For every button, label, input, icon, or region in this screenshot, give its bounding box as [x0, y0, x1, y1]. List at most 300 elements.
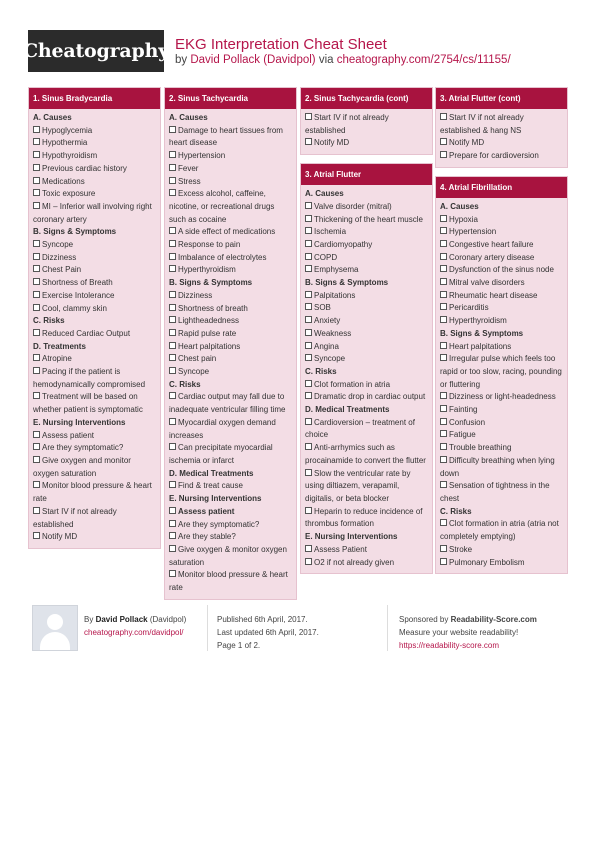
checklist-item	[305, 315, 428, 328]
checklist-item-text: Treatment will be based on whether patient is symptomatic	[33, 392, 143, 415]
checklist-item	[33, 277, 156, 290]
checklist-item-text: Slow the ventricular rate by using diltiazem, verapamil, digitalis, or beta blocker	[305, 468, 411, 503]
checkbox[interactable]	[169, 532, 176, 539]
subsection-heading-text: A. Causes	[169, 113, 208, 122]
checklist-item-text: Irregular pulse which feels too rapid or too slow, racing, pounding or fluttering	[440, 354, 562, 389]
checklist-item-text: Dizziness or light-headedness	[449, 392, 556, 402]
updated-date: Last updated 6th April, 2017.	[217, 628, 319, 637]
checklist-item	[33, 506, 156, 531]
checklist-item-text: Monitor blood pressure & heart rate	[33, 481, 152, 504]
checkbox[interactable]	[169, 126, 176, 133]
checkbox[interactable]	[440, 316, 447, 323]
subsection-heading-d-medical-treatments	[169, 468, 292, 481]
checklist-item	[169, 239, 292, 252]
checklist-item	[440, 341, 563, 354]
checklist-item	[33, 264, 156, 277]
checklist-item-text: Shortness of Breath	[42, 278, 113, 288]
subsection-heading-text: E. Nursing Interventions	[305, 532, 398, 542]
checklist-item	[169, 315, 292, 328]
checkbox[interactable]	[169, 545, 176, 552]
footer-author-link[interactable]: cheatography.com/davidpol/	[84, 628, 184, 637]
checkbox[interactable]	[169, 392, 176, 399]
sponsored-by: Sponsored by	[399, 615, 449, 624]
checklist-item	[305, 112, 428, 137]
checklist-item-text: Start IV if not already established	[33, 506, 117, 529]
footer-author	[84, 613, 186, 639]
checklist-item	[169, 391, 292, 416]
subsection-heading-text: A. Causes	[440, 201, 479, 211]
checkbox[interactable]	[33, 354, 40, 361]
checkbox[interactable]	[440, 278, 447, 285]
subsection-heading-text: E. Nursing Interventions	[33, 417, 126, 427]
checkbox[interactable]	[440, 354, 447, 361]
section-body	[436, 109, 567, 167]
checklist-item	[169, 150, 292, 163]
checkbox[interactable]	[305, 138, 312, 145]
checkbox[interactable]	[33, 291, 40, 298]
checkbox[interactable]	[305, 215, 312, 222]
checkbox[interactable]	[440, 418, 447, 425]
checkbox[interactable]	[169, 304, 176, 311]
checklist-item	[440, 315, 563, 328]
checklist-item	[440, 353, 563, 391]
subsection-heading-text: Assess patient	[178, 506, 235, 516]
checkbox[interactable]	[305, 342, 312, 349]
subsection-heading-text: A. Causes	[305, 189, 344, 199]
checkbox[interactable]	[169, 177, 176, 184]
checkbox[interactable]	[33, 329, 40, 336]
checkbox[interactable]	[33, 278, 40, 285]
checkbox[interactable]	[440, 545, 447, 552]
subsection-heading-a-causes	[305, 188, 428, 201]
checkbox[interactable]	[440, 342, 447, 349]
page-title: EKG Interpretation Cheat Sheet	[175, 36, 387, 53]
checklist-item	[169, 544, 292, 569]
avatar-body-shape	[40, 632, 70, 651]
checkbox[interactable]	[169, 520, 176, 527]
checkbox[interactable]	[440, 138, 447, 145]
checklist-item	[33, 480, 156, 505]
checklist-item-text: Give oxygen and monitor oxygen saturation	[33, 455, 131, 478]
checklist-item-text: Syncope	[42, 240, 74, 250]
checklist-item-text: Palpitations	[314, 290, 356, 300]
checklist-item-text: Hypertension	[178, 151, 226, 161]
checklist-item	[305, 264, 428, 277]
subsection-heading-d-medical-treatments	[305, 404, 428, 417]
checklist-item-text: Dramatic drop in cardiac output	[314, 392, 426, 402]
checklist-item-text: Hypoxia	[449, 214, 478, 224]
checklist-item	[33, 188, 156, 201]
checklist-item	[169, 188, 292, 226]
checklist-item-text: Trouble breathing	[449, 443, 512, 453]
author-link[interactable]: David Pollack (Davidpol)	[190, 54, 316, 66]
checklist-item-text: Exercise Intolerance	[42, 290, 115, 300]
subsection-heading-text: C. Risks	[33, 316, 65, 326]
section-atrial-flutter-cont	[435, 87, 568, 168]
checklist-item	[305, 442, 428, 467]
checkbox[interactable]	[440, 291, 447, 298]
checklist-item-text: Are they symptomatic?	[42, 443, 124, 453]
subsection-heading-a-causes	[169, 112, 292, 125]
checklist-item	[33, 430, 156, 443]
subsection-heading-e-nursing-interventions	[305, 531, 428, 544]
subsection-heading-d-treatments	[33, 341, 156, 354]
checklist-item	[33, 442, 156, 455]
checkbox[interactable]	[169, 227, 176, 234]
checklist-item-text: Fainting	[449, 405, 478, 415]
checklist-item	[440, 391, 563, 404]
checklist-item	[440, 404, 563, 417]
checkbox[interactable]	[33, 431, 40, 438]
checkbox[interactable]	[305, 545, 312, 552]
footer-dates	[217, 613, 319, 652]
checkbox[interactable]	[305, 380, 312, 387]
checkbox[interactable]	[305, 265, 312, 272]
checklist-item	[440, 112, 563, 137]
checklist-item-text: Chest pain	[178, 354, 217, 364]
checkbox[interactable]	[169, 481, 176, 488]
checkbox[interactable]	[169, 316, 176, 323]
checkbox[interactable]	[305, 303, 312, 310]
checklist-item	[305, 214, 428, 227]
checklist-item	[440, 518, 563, 543]
checkbox[interactable]	[305, 113, 312, 120]
column-2	[164, 87, 297, 608]
checklist-item-text: Are they symptomatic?	[178, 519, 260, 529]
subsection-heading-text: C. Risks	[305, 366, 337, 376]
subsection-heading-text: D. Medical Treatments	[305, 405, 390, 415]
column-4	[435, 87, 568, 582]
checklist-item	[440, 150, 563, 163]
subsection-heading-a-causes	[33, 112, 156, 125]
byline-via: via	[318, 54, 334, 66]
checklist-item-text: Hypoglycemia	[42, 125, 93, 135]
checklist-item	[440, 302, 563, 315]
checklist-item-text: O2 if not already given	[314, 557, 395, 567]
checkbox[interactable]	[440, 227, 447, 234]
checklist-item-text: Cardioversion – treatment of choice	[305, 417, 415, 440]
checkbox[interactable]	[33, 532, 40, 539]
checkbox[interactable]	[440, 456, 447, 463]
subsection-heading-text: A. Causes	[33, 113, 72, 122]
checkbox[interactable]	[305, 443, 312, 450]
checklist-item-text: Fatigue	[449, 430, 476, 440]
checklist-item	[305, 391, 428, 404]
checklist-item	[440, 455, 563, 480]
checkbox[interactable]	[305, 558, 312, 565]
section-title: 2. Sinus Tachycardia (cont)	[301, 88, 432, 109]
checkbox[interactable]	[33, 392, 40, 399]
footer-author-handle: (Davidpol)	[149, 615, 187, 624]
checkbox[interactable]	[33, 507, 40, 514]
checklist-item-text: Reduced Cardiac Output	[42, 328, 131, 338]
byline-by: by	[175, 54, 188, 66]
checklist-item-text: Notify MD	[449, 138, 485, 148]
checklist-item	[440, 480, 563, 505]
section-title: 3. Atrial Flutter (cont)	[436, 88, 567, 109]
checklist-item-text: Heparin to reduce incidence of thrombus formation	[305, 506, 423, 529]
checklist-item-text: Hyperthyroidism	[449, 316, 507, 326]
checklist-item	[169, 480, 292, 493]
cheatography-logo[interactable]: Cheatography	[28, 30, 164, 72]
checkbox[interactable]	[33, 138, 40, 145]
checklist-item-text: Heart palpitations	[449, 341, 512, 351]
checklist-item-text: Myocardial oxygen demand increases	[169, 417, 276, 440]
checklist-item-text: Toxic exposure	[42, 189, 96, 199]
checklist-item	[169, 442, 292, 467]
checkbox[interactable]	[169, 418, 176, 425]
checkbox[interactable]	[169, 253, 176, 260]
checklist-item	[169, 531, 292, 544]
footer-divider	[387, 605, 388, 651]
subsection-heading-text: B. Signs & Symptoms	[440, 328, 524, 338]
subsection-heading-c-risks	[305, 366, 428, 379]
checkbox[interactable]	[169, 354, 176, 361]
checklist-item	[169, 328, 292, 341]
subsection-heading-e-nursing-interventions	[169, 493, 292, 506]
checkbox[interactable]	[305, 240, 312, 247]
checklist-item-text: Clot formation in atria	[314, 379, 391, 389]
checklist-item-text: Imbalance of electrolytes	[178, 252, 267, 262]
checkbox[interactable]	[440, 113, 447, 120]
checklist-item	[305, 252, 428, 265]
checkbox[interactable]	[440, 430, 447, 437]
checklist-item	[440, 557, 563, 570]
sponsor-name[interactable]: Readability-Score.com	[450, 615, 537, 624]
subsection-heading-b-signs-symptoms	[440, 328, 563, 341]
checkbox[interactable]	[33, 240, 40, 247]
checklist-item	[305, 468, 428, 506]
section-sinus-bradycardia	[28, 87, 161, 549]
checklist-item-text: Stroke	[449, 544, 473, 554]
checklist-item	[169, 125, 292, 150]
checkbox[interactable]	[440, 405, 447, 412]
checkbox[interactable]	[33, 253, 40, 260]
checkbox[interactable]	[33, 164, 40, 171]
checklist-item-text: Difficulty breathing when lying down	[440, 455, 555, 478]
checkbox[interactable]	[33, 177, 40, 184]
checkbox[interactable]	[169, 291, 176, 298]
checklist-item	[305, 506, 428, 531]
checkbox[interactable]	[305, 469, 312, 476]
checklist-item-text: Cardiomyopathy	[314, 239, 373, 249]
checklist-item-text: Hypothyroidism	[42, 151, 98, 161]
section-body	[436, 198, 567, 573]
checklist-item-text: Lightheadedness	[178, 316, 239, 326]
column-3	[300, 87, 433, 582]
checkbox[interactable]	[33, 443, 40, 450]
column-1	[28, 87, 161, 557]
checklist-item-text: Pacing if the patient is hemodynamically compromised	[33, 367, 146, 389]
section-body	[301, 109, 432, 154]
section-body	[29, 109, 160, 548]
checklist-item-text: Fever	[178, 163, 199, 173]
checklist-item	[33, 366, 156, 391]
subsection-heading-c-risks	[169, 379, 292, 392]
subsection-heading-text: B. Signs & Symptoms	[305, 278, 389, 288]
checklist-item-text: Start IV if not already established	[305, 113, 389, 135]
subsection-heading-a-causes	[440, 201, 563, 214]
section-sinus-tachycardia	[164, 87, 297, 600]
checkbox[interactable]	[305, 291, 312, 298]
checkbox[interactable]	[305, 253, 312, 260]
sheet-url-link[interactable]: cheatography.com/2754/cs/11155/	[336, 54, 511, 66]
checklist-item	[33, 163, 156, 176]
checkbox[interactable]	[305, 392, 312, 399]
subsection-heading-text: D. Treatments	[33, 341, 86, 351]
sponsor-link[interactable]: https://readability-score.com	[399, 641, 500, 650]
checklist-item-text: Sensation of tightness in the chest	[440, 481, 550, 503]
checklist-item-text: Assess patient	[42, 430, 95, 440]
checkbox[interactable]	[305, 354, 312, 361]
checklist-item	[305, 417, 428, 442]
checklist-item-text: Monitor blood pressure & heart rate	[169, 570, 288, 593]
checkbox[interactable]	[305, 227, 312, 234]
section-body	[165, 109, 296, 599]
checklist-item	[169, 341, 292, 354]
checklist-item-text: Congestive heart failure	[449, 239, 534, 249]
checkbox[interactable]	[169, 507, 176, 514]
checklist-item-text: Excess alcohol, caffeine, nicotine, or recreational drugs such as cocaine	[169, 189, 275, 224]
subsection-heading-b-signs-symptoms	[33, 226, 156, 239]
section-sinus-tachycardia-cont	[300, 87, 433, 155]
checklist-item-text: Mitral valve disorders	[449, 278, 525, 288]
checkbox[interactable]	[169, 164, 176, 171]
checklist-item	[440, 442, 563, 455]
checklist-item	[33, 353, 156, 366]
checkbox[interactable]	[440, 303, 447, 310]
checkbox[interactable]	[169, 443, 176, 450]
sponsor-tagline: Measure your website readability!	[399, 628, 519, 637]
subsection-heading-e-nursing-interventions	[33, 417, 156, 430]
checkbox[interactable]	[169, 329, 176, 336]
checklist-item-text: Find & treat cause	[178, 481, 243, 491]
checklist-item-text: Are they stable?	[178, 532, 236, 542]
section-title: 2. Sinus Tachycardia	[165, 88, 296, 109]
checkbox[interactable]	[33, 367, 40, 374]
checklist-item	[33, 391, 156, 416]
checklist-item-text: A side effect of medications	[178, 227, 276, 237]
checkbox[interactable]	[440, 481, 447, 488]
subsection-heading-text: E. Nursing Interventions	[169, 494, 262, 504]
checkbox[interactable]	[305, 507, 312, 514]
checklist-item-text: Dizziness	[42, 252, 77, 262]
checkbox[interactable]	[33, 481, 40, 488]
checkbox[interactable]	[440, 265, 447, 272]
avatar-head-shape	[47, 614, 63, 630]
checklist-item-text: Cardiac output may fall due to inadequate ventricular filling time	[169, 392, 286, 415]
checklist-item	[440, 290, 563, 303]
checkbox[interactable]	[305, 329, 312, 336]
checklist-item-text: Rheumatic heart disease	[449, 290, 538, 300]
checkbox[interactable]	[169, 189, 176, 196]
checkbox[interactable]	[440, 240, 447, 247]
checkbox[interactable]	[33, 126, 40, 133]
checklist-item-text: Give oxygen & monitor oxygen saturation	[169, 544, 287, 567]
footer-sponsor	[399, 613, 537, 652]
checklist-item-text: COPD	[314, 252, 338, 262]
subsection-heading-text: D. Medical Treatments	[169, 468, 254, 478]
checklist-item	[33, 328, 156, 341]
checklist-item	[33, 303, 156, 316]
checkbox[interactable]	[169, 265, 176, 272]
checklist-item	[440, 429, 563, 442]
byline	[175, 54, 511, 66]
checklist-item-text: Coronary artery disease	[449, 252, 535, 262]
checklist-item	[33, 201, 156, 226]
checklist-item	[440, 214, 563, 227]
subsection-heading-text: C. Risks	[169, 379, 201, 389]
checkbox[interactable]	[440, 443, 447, 450]
checklist-item-text: Dysfunction of the sinus node	[449, 265, 554, 275]
checklist-item-text: Hypothermia	[42, 138, 88, 148]
checklist-item	[440, 277, 563, 290]
subsection-heading-c-risks	[440, 506, 563, 519]
checklist-item-text: SOB	[314, 303, 331, 313]
checkbox[interactable]	[33, 456, 40, 463]
checklist-item	[305, 226, 428, 239]
checkbox[interactable]	[440, 558, 447, 565]
checkbox[interactable]	[305, 316, 312, 323]
checklist-item-text: Syncope	[314, 354, 346, 364]
checkbox[interactable]	[33, 304, 40, 311]
checkbox[interactable]	[33, 151, 40, 158]
checkbox[interactable]	[33, 265, 40, 272]
section-title: 1. Sinus Bradycardia	[29, 88, 160, 109]
checklist-item-text: Prepare for cardioversion	[449, 151, 539, 161]
subsection-heading-c-risks	[33, 315, 156, 328]
checkbox[interactable]	[33, 189, 40, 196]
checklist-item-text: Anxiety	[314, 316, 341, 326]
checklist-item-text: Hypertension	[449, 227, 497, 237]
checkbox[interactable]	[440, 519, 447, 526]
checklist-item-text: Hyperthyroidism	[178, 265, 236, 275]
checklist-item-text: MI – Inferior wall involving right coronary artery	[33, 201, 152, 224]
checkbox[interactable]	[440, 253, 447, 260]
checkbox[interactable]	[440, 151, 447, 158]
subsection-heading-b-signs-symptoms	[169, 277, 292, 290]
checklist-item	[169, 519, 292, 532]
checklist-item	[33, 290, 156, 303]
checklist-item	[305, 290, 428, 303]
checklist-item	[33, 150, 156, 163]
checklist-item	[169, 353, 292, 366]
checkbox[interactable]	[440, 215, 447, 222]
checklist-item-text: Medications	[42, 176, 85, 186]
checklist-item	[33, 455, 156, 480]
checkbox[interactable]	[169, 240, 176, 247]
subsection-heading-text: B. Signs & Symptoms	[33, 227, 117, 237]
checkbox[interactable]	[169, 367, 176, 374]
checkbox[interactable]	[169, 570, 176, 577]
checkbox[interactable]	[33, 202, 40, 209]
checklist-item-text: Stress	[178, 176, 201, 186]
checkbox[interactable]	[305, 418, 312, 425]
checklist-item	[169, 163, 292, 176]
checklist-item	[305, 239, 428, 252]
subsection-heading-text: C. Risks	[440, 506, 472, 516]
checkbox[interactable]	[305, 202, 312, 209]
checkbox[interactable]	[169, 151, 176, 158]
checklist-item-text: Ischemia	[314, 227, 347, 237]
section-atrial-fibrillation	[435, 176, 568, 574]
checklist-item	[33, 531, 156, 544]
checkbox[interactable]	[169, 342, 176, 349]
author-avatar[interactable]	[32, 605, 78, 651]
checkbox[interactable]	[440, 392, 447, 399]
checklist-item	[440, 264, 563, 277]
checklist-item	[440, 544, 563, 557]
